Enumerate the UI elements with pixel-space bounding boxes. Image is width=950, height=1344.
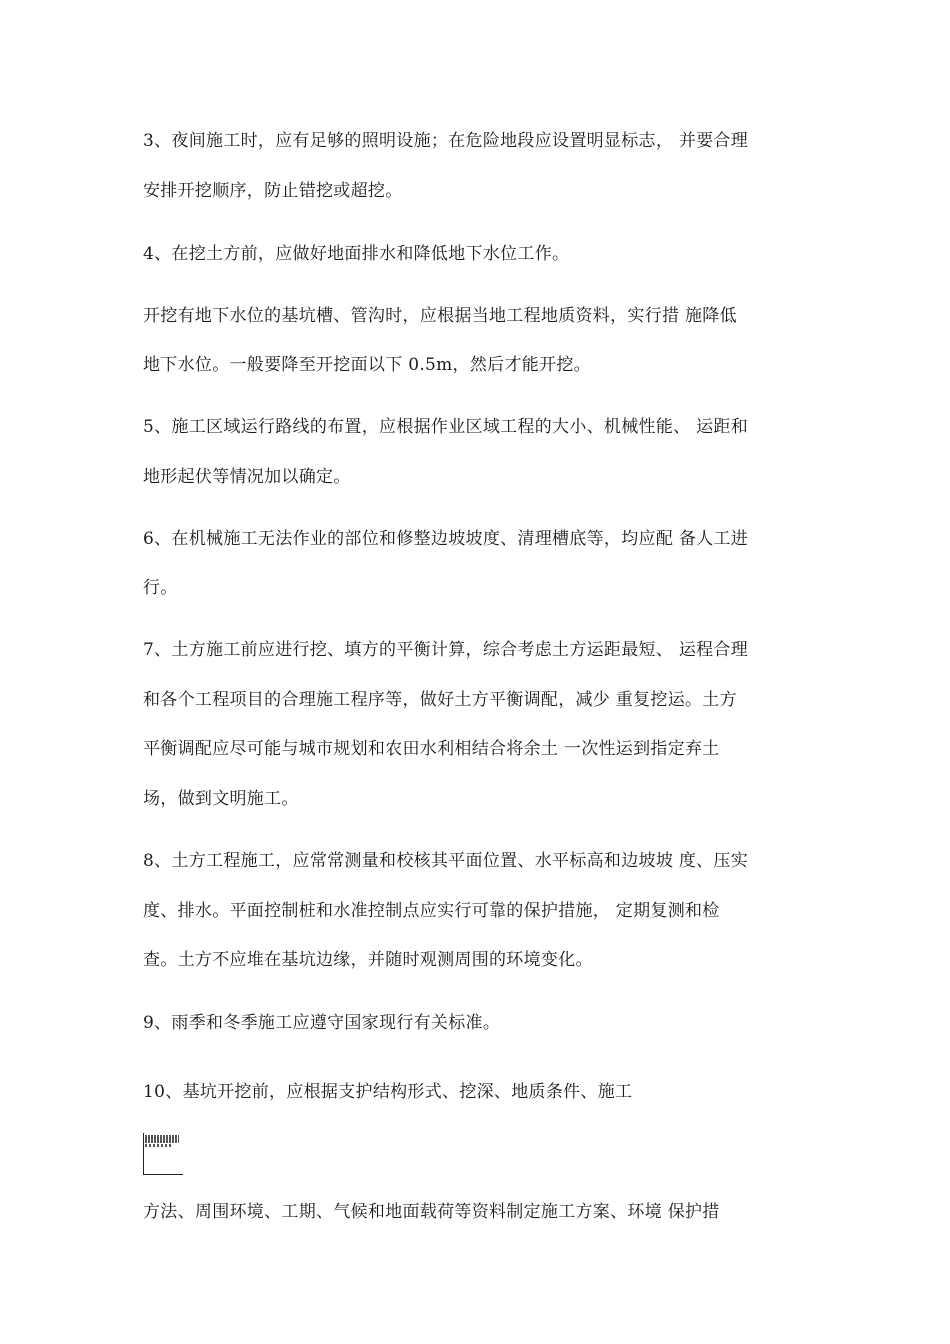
text-line: 行。 xyxy=(143,578,178,598)
text-line: 方法、周围环境、工期、气候和地面载荷等资料制定施工方案、环境 保护措 xyxy=(143,1202,720,1222)
text-line: 安排开挖顺序，防止错挖或超挖。 xyxy=(143,181,403,201)
text-line: 查。土方不应堆在基坑边缘，并随时观测周围的环境变化。 xyxy=(143,950,593,970)
text-line: 7、土方施工前应进行挖、填方的平衡计算，综合考虑土方运距最短、 运程合理 xyxy=(143,640,749,660)
text-line: 场，做到文明施工。 xyxy=(143,789,299,809)
text-line: 3、夜间施工时，应有足够的照明设施；在危险地段应设置明显标志， 并要合理 xyxy=(143,131,749,151)
text-line: 地形起伏等情况加以确定。 xyxy=(143,467,351,487)
text-line: 开挖有地下水位的基坑槽、管沟时，应根据当地工程地质资料，实行措 施降低 xyxy=(143,306,737,326)
figure-caption-mark xyxy=(145,1135,179,1143)
text-line: 地下水位。一般要降至开挖面以下 0.5m，然后才能开挖。 xyxy=(143,355,591,375)
embedded-figure-thumbnail xyxy=(143,1133,183,1175)
text-line: 度、排水。平面控制桩和水准控制点应实行可靠的保护措施， 定期复测和检 xyxy=(143,901,720,921)
text-line: 9、雨季和冬季施工应遵守国家现行有关标准。 xyxy=(143,1013,501,1033)
figure-border xyxy=(143,1174,183,1175)
text-line: 8、土方工程施工，应常常测量和校核其平面位置、水平标高和边坡坡 度、压实 xyxy=(143,851,749,871)
figure-caption-mark xyxy=(145,1144,171,1147)
text-line: 4、在挖土方前，应做好地面排水和降低地下水位工作。 xyxy=(143,244,570,264)
text-line: 10、基坑开挖前，应根据支护结构形式、挖深、地质条件、施工 xyxy=(143,1082,633,1102)
text-line: 平衡调配应尽可能与城市规划和农田水利相结合将余土 一次性运到指定弃土 xyxy=(143,739,720,759)
text-line: 6、在机械施工无法作业的部位和修整边坡坡度、清理槽底等，均应配 备人工进 xyxy=(143,529,749,549)
text-line: 5、施工区域运行路线的布置，应根据作业区域工程的大小、机械性能、 运距和 xyxy=(143,417,749,437)
text-line: 和各个工程项目的合理施工程序等，做好土方平衡调配，减少 重复挖运。土方 xyxy=(143,690,737,710)
figure-border xyxy=(143,1133,144,1175)
